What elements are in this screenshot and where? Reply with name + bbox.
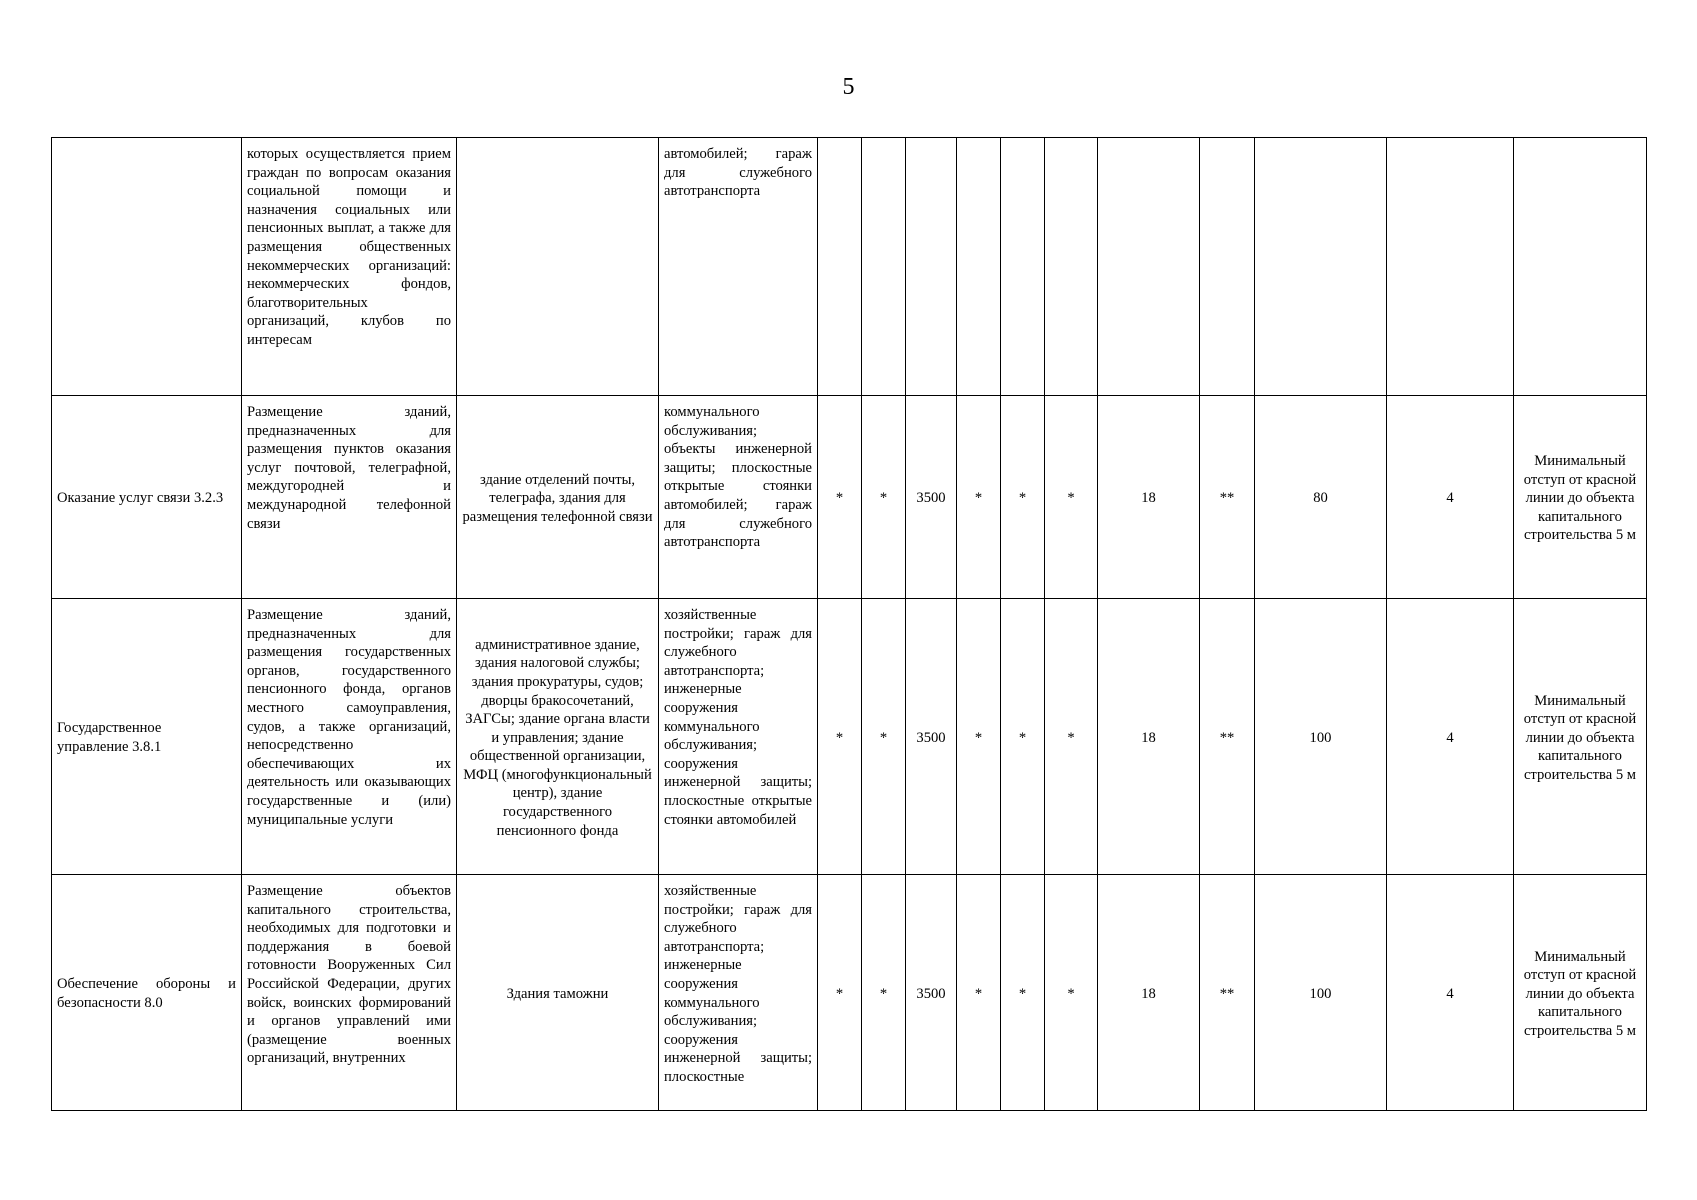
use-name-cell xyxy=(52,138,242,396)
auxiliary-uses-cell: хозяйственные постройки; гараж для служебного автотранспорта; инженерные сооружения коммунального обслуживания; сооружения инженерной защиты; плоскостные открытые стоянки автомобилей xyxy=(659,599,818,875)
use-name-cell: Оказание услуг связи 3.2.3 xyxy=(52,396,242,599)
param-cell: * xyxy=(818,599,862,875)
notes-cell: Минимальный отступ от красной линии до объекта капитального строительства 5 м xyxy=(1514,599,1647,875)
main-uses-cell: Здания таможни xyxy=(457,875,659,1111)
param-cell: * xyxy=(862,875,906,1111)
param-cell: 18 xyxy=(1098,599,1200,875)
main-uses-cell: административное здание, здания налоговой службы; здания прокуратуры, судов; дворцы бракосочетаний, ЗАГСы; здание органа власти и управления; здание общественной организации, МФЦ (многофункциональный центр), здание государственного пенсионного фонда xyxy=(457,599,659,875)
param-cell: 3500 xyxy=(906,875,957,1111)
notes-cell: Минимальный отступ от красной линии до объекта капитального строительства 5 м xyxy=(1514,875,1647,1111)
param-cell xyxy=(957,138,1001,396)
use-description-cell: Размещение зданий, предназначенных для размещения пунктов оказания услуг почтовой, телеграфной, междугородней и международной телефонной связи xyxy=(242,396,457,599)
param-cell: * xyxy=(818,875,862,1111)
param-cell xyxy=(1001,138,1045,396)
table-row xyxy=(52,138,1647,396)
param-cell: * xyxy=(1001,875,1045,1111)
table-row xyxy=(52,396,1647,599)
table-row xyxy=(52,599,1647,875)
param-cell: * xyxy=(957,396,1001,599)
param-cell: * xyxy=(957,875,1001,1111)
notes-cell xyxy=(1514,138,1647,396)
param-cell: * xyxy=(1001,599,1045,875)
auxiliary-uses-cell: автомобилей; гараж для служебного автотранспорта xyxy=(659,138,818,396)
param-cell: 3500 xyxy=(906,396,957,599)
param-cell xyxy=(862,138,906,396)
auxiliary-uses-cell: хозяйственные постройки; гараж для служебного автотранспорта; инженерные сооружения коммунального обслуживания; сооружения инженерной защиты; плоскостные xyxy=(659,875,818,1111)
param-cell xyxy=(1045,138,1098,396)
page-number: 5 xyxy=(842,74,855,100)
param-cell: 4 xyxy=(1387,396,1514,599)
main-uses-cell: здание отделений почты, телеграфа, здания для размещения телефонной связи xyxy=(457,396,659,599)
table-row xyxy=(52,875,1647,1111)
zoning-regulations-table xyxy=(51,137,1647,1111)
use-name-cell: Государственное управление 3.8.1 xyxy=(52,599,242,875)
use-description-cell: которых осуществляется прием граждан по вопросам оказания социальной помощи и назначения социальных или пенсионных выплат, а также для размещения общественных некоммерческих организаций: некоммерческих фондов, благотворительных организаций, клубов по интересам xyxy=(242,138,457,396)
param-cell: * xyxy=(1001,396,1045,599)
param-cell: 18 xyxy=(1098,875,1200,1111)
auxiliary-uses-cell: коммунального обслуживания; объекты инженерной защиты; плоскостные открытые стоянки автомобилей; гараж для служебного автотранспорта xyxy=(659,396,818,599)
notes-cell: Минимальный отступ от красной линии до объекта капитального строительства 5 м xyxy=(1514,396,1647,599)
use-description-cell: Размещение зданий, предназначенных для размещения государственных органов, государственного пенсионного фонда, органов местного самоуправления, судов, а также организаций, непосредственно обеспечивающих их деятельность или оказывающих государственные и (или) муниципальные услуги xyxy=(242,599,457,875)
param-cell xyxy=(1255,138,1387,396)
param-cell: * xyxy=(818,396,862,599)
param-cell xyxy=(818,138,862,396)
param-cell xyxy=(1200,138,1255,396)
param-cell: * xyxy=(1045,599,1098,875)
param-cell: * xyxy=(957,599,1001,875)
param-cell: * xyxy=(1045,875,1098,1111)
param-cell: ** xyxy=(1200,396,1255,599)
param-cell: * xyxy=(1045,396,1098,599)
param-cell xyxy=(1387,138,1514,396)
use-description-cell: Размещение объектов капитального строительства, необходимых для подготовки и поддержания в боевой готовности Вооруженных Сил Российской Федерации, других войск, воинских формирований и органов управлений ими (размещение военных организаций, внутренних xyxy=(242,875,457,1111)
param-cell: * xyxy=(862,599,906,875)
use-name-cell: Обеспечение обороны и безопасности 8.0 xyxy=(52,875,242,1111)
param-cell: ** xyxy=(1200,599,1255,875)
param-cell: ** xyxy=(1200,875,1255,1111)
param-cell: 4 xyxy=(1387,599,1514,875)
param-cell: 18 xyxy=(1098,396,1200,599)
param-cell: 4 xyxy=(1387,875,1514,1111)
param-cell: 80 xyxy=(1255,396,1387,599)
param-cell: 3500 xyxy=(906,599,957,875)
param-cell: 100 xyxy=(1255,599,1387,875)
param-cell xyxy=(1098,138,1200,396)
param-cell: 100 xyxy=(1255,875,1387,1111)
param-cell xyxy=(906,138,957,396)
param-cell: * xyxy=(862,396,906,599)
main-uses-cell xyxy=(457,138,659,396)
